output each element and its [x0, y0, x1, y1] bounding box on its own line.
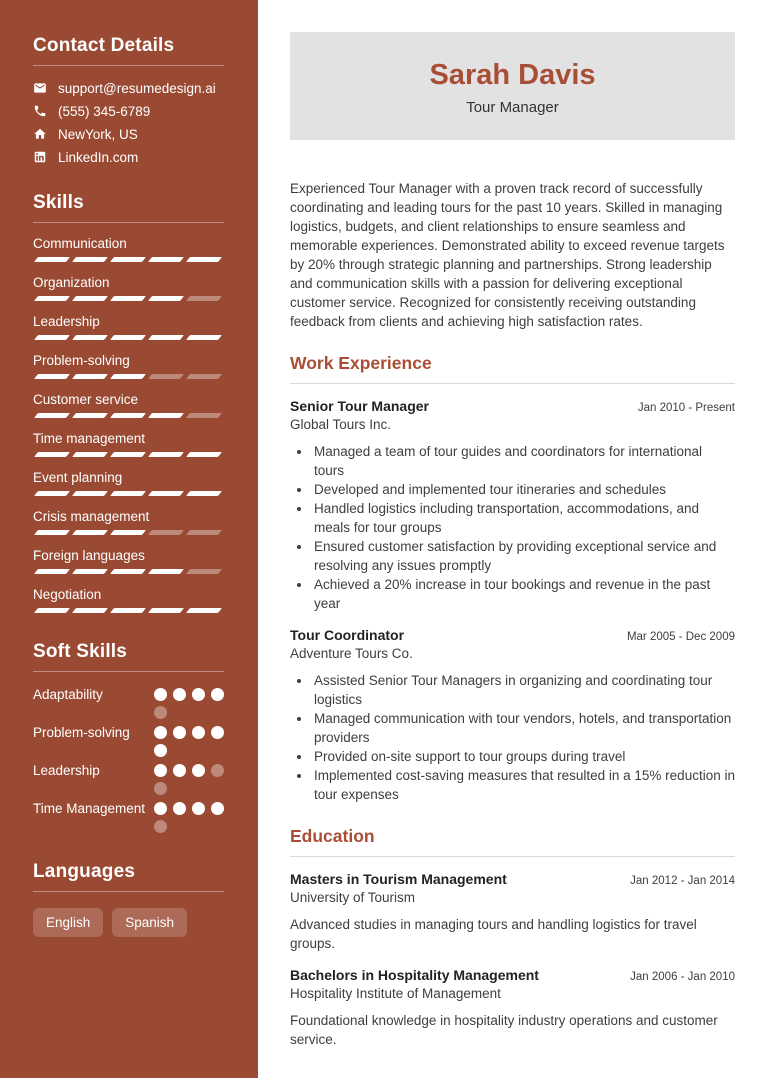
skill-bar — [33, 257, 224, 262]
soft-skills-section-title: Soft Skills — [33, 641, 128, 662]
rating-dot — [154, 764, 167, 777]
language-badge: English — [33, 908, 103, 937]
divider — [33, 891, 224, 892]
skill-bar-segment — [186, 296, 222, 301]
soft-skill-rating — [154, 802, 224, 833]
skill-bar-segment — [186, 257, 222, 262]
rating-dot — [192, 688, 205, 701]
skill-name: Communication — [33, 236, 127, 251]
rating-dot — [211, 764, 224, 777]
contact-section — [33, 35, 224, 164]
degree-dates: Jan 2006 - Jan 2010 — [630, 971, 735, 983]
work-experience-section — [290, 353, 735, 804]
skill-bar-segment — [110, 335, 146, 340]
skill-bar-segment — [72, 608, 108, 613]
divider — [33, 222, 224, 223]
skills-section — [33, 192, 224, 613]
home-icon — [33, 127, 47, 141]
rating-dot — [154, 726, 167, 739]
rating-dot — [173, 764, 186, 777]
skill-bar-segment — [148, 296, 184, 301]
skill-item — [33, 353, 224, 379]
contact-email: support@resumedesign.ai — [58, 80, 216, 96]
skill-bar-segment — [148, 569, 184, 574]
skill-item — [33, 548, 224, 574]
languages-section — [33, 861, 224, 937]
skill-bar-segment — [34, 569, 70, 574]
skill-bar — [33, 608, 224, 613]
work-experience-title: Work Experience — [290, 353, 432, 373]
email-icon — [33, 81, 47, 95]
skill-bar — [33, 413, 224, 418]
rating-dot — [192, 764, 205, 777]
soft-skill-rating — [154, 764, 224, 795]
languages-section-title: Languages — [33, 861, 136, 882]
skill-bar-segment — [72, 335, 108, 340]
soft-skill-item — [33, 762, 224, 795]
contact-list — [33, 81, 224, 164]
job-bullet: • Managed a team of tour guides and coordinators for international tours — [312, 442, 735, 480]
soft-skills-list — [33, 686, 224, 833]
degree-title: Masters in Tourism Management — [290, 871, 507, 887]
skill-bar-segment — [34, 374, 70, 379]
skill-bar-segment — [148, 608, 184, 613]
soft-skill-item — [33, 724, 224, 757]
skill-bar-segment — [110, 296, 146, 301]
summary-paragraph: Experienced Tour Manager with a proven track record of successfully coordinating and leading tours for the past 10 years. Skilled in managing logistics, budgets, and client relationships to ensure seamless and memorable experiences. Demonstrated ability to exceed revenue targets by 20% through strategic planning and partnerships. Strong leadership and communication skills with a passion for delivering exceptional customer service. Recognized for consistently receiving outstanding feedback from clients and achieving high satisfaction rates. — [290, 181, 725, 329]
skill-bar-segment — [110, 374, 146, 379]
contact-row-email — [33, 81, 224, 95]
languages-list — [33, 908, 224, 937]
degree-title: Bachelors in Hospitality Management — [290, 967, 539, 983]
candidate-name: Sarah Davis — [429, 59, 596, 91]
rating-dot — [211, 726, 224, 739]
rating-dot — [192, 726, 205, 739]
job-title: Tour Coordinator — [290, 627, 405, 643]
soft-skill-name: Leadership — [33, 763, 100, 778]
skill-bar-segment — [34, 491, 70, 496]
skill-bar-segment — [110, 452, 146, 457]
contact-row-linkedin — [33, 150, 224, 164]
degree-description: Advanced studies in managing tours and handling logistics for travel groups. — [290, 917, 697, 951]
job-bullet: • Provided on-site support to tour groups during travel — [312, 747, 735, 766]
skill-bar-segment — [186, 374, 222, 379]
rating-dot — [154, 706, 167, 719]
skill-bar-segment — [186, 452, 222, 457]
skill-item — [33, 392, 224, 418]
job-head-row — [290, 398, 735, 414]
rating-dot — [211, 802, 224, 815]
skill-bar-segment — [72, 413, 108, 418]
soft-skill-rating — [154, 726, 224, 757]
skill-item — [33, 314, 224, 340]
skill-bar-segment — [34, 608, 70, 613]
skill-bar-segment — [110, 491, 146, 496]
main-column — [258, 0, 768, 1078]
skill-bar — [33, 374, 224, 379]
skill-bar-segment — [34, 530, 70, 535]
skill-bar — [33, 335, 224, 340]
rating-dot — [173, 726, 186, 739]
skill-name: Leadership — [33, 314, 100, 329]
skill-bar-segment — [186, 530, 222, 535]
skill-bar-segment — [186, 569, 222, 574]
contact-linkedin: LinkedIn.com — [58, 149, 139, 165]
skill-bar-segment — [34, 413, 70, 418]
skill-bar-segment — [110, 569, 146, 574]
education-title: Education — [290, 826, 375, 846]
divider — [33, 65, 224, 66]
degree-description: Foundational knowledge in hospitality industry operations and customer service. — [290, 1013, 718, 1047]
skill-bar-segment — [186, 335, 222, 340]
rating-dot — [154, 802, 167, 815]
skill-bar-segment — [148, 257, 184, 262]
job-entry-1 — [290, 398, 735, 613]
skill-bar-segment — [110, 413, 146, 418]
rating-dot — [173, 802, 186, 815]
job-company: Adventure Tours Co. — [290, 646, 413, 661]
skill-item — [33, 509, 224, 535]
soft-skill-name: Time Management — [33, 801, 146, 816]
contact-row-phone — [33, 104, 224, 118]
degree-dates: Jan 2012 - Jan 2014 — [630, 875, 735, 887]
skill-bar-segment — [72, 569, 108, 574]
skill-bar-segment — [186, 413, 222, 418]
skill-name: Problem-solving — [33, 353, 130, 368]
job-dates: Mar 2005 - Dec 2009 — [626, 631, 735, 643]
skill-bar-segment — [148, 335, 184, 340]
rating-dot — [154, 744, 167, 757]
degree-head-row — [290, 871, 735, 887]
skill-bar — [33, 296, 224, 301]
skill-bar-segment — [72, 491, 108, 496]
skill-bar-segment — [148, 413, 184, 418]
skill-name: Event planning — [33, 470, 123, 485]
skill-name: Negotiation — [33, 587, 102, 602]
job-bullet: • Assisted Senior Tour Managers in organizing and coordinating tour logistics — [312, 671, 735, 709]
job-title: Senior Tour Manager — [290, 398, 429, 414]
degree-head-row — [290, 967, 735, 983]
sidebar — [0, 0, 258, 1078]
skill-bar-segment — [186, 608, 222, 613]
skill-bar-segment — [72, 374, 108, 379]
language-badge: Spanish — [112, 908, 187, 937]
skill-name: Customer service — [33, 392, 139, 407]
rating-dot — [154, 820, 167, 833]
skill-bar-segment — [34, 335, 70, 340]
rating-dot — [154, 688, 167, 701]
degree-entry-1 — [290, 871, 735, 953]
skill-item — [33, 431, 224, 457]
contact-section-title: Contact Details — [33, 35, 175, 56]
skill-name: Foreign languages — [33, 548, 145, 563]
degree-school: Hospitality Institute of Management — [290, 986, 501, 1001]
skill-bar — [33, 530, 224, 535]
soft-skill-rating — [154, 688, 224, 719]
divider — [33, 671, 224, 672]
rating-dot — [192, 802, 205, 815]
job-bullet: • Ensured customer satisfaction by providing exceptional service and resolving any issues promptly — [312, 537, 735, 575]
job-bullet: • Handled logistics including transportation, accommodations, and meals for tour groups — [312, 499, 735, 537]
education-section — [290, 826, 735, 1049]
contact-row-location — [33, 127, 224, 141]
skill-bar-segment — [110, 257, 146, 262]
header-box — [290, 32, 735, 140]
skill-bar-segment — [72, 296, 108, 301]
skill-bar-segment — [110, 608, 146, 613]
skill-name: Organization — [33, 275, 110, 290]
job-bullet: • Achieved a 20% increase in tour bookings and revenue in the past year — [312, 575, 735, 613]
job-entry-2 — [290, 627, 735, 804]
skill-item — [33, 236, 224, 262]
skill-bar-segment — [34, 257, 70, 262]
skill-name: Time management — [33, 431, 146, 446]
contact-location: NewYork, US — [58, 126, 138, 142]
job-bullet: • Implemented cost-saving measures that resulted in a 15% reduction in tour expenses — [312, 766, 735, 804]
skill-bar — [33, 452, 224, 457]
divider — [290, 383, 735, 384]
rating-dot — [154, 782, 167, 795]
soft-skill-item — [33, 800, 224, 833]
linkedin-icon — [33, 150, 47, 164]
soft-skill-item — [33, 686, 224, 719]
skill-bar-segment — [148, 491, 184, 496]
divider — [290, 856, 735, 857]
skill-bar-segment — [148, 452, 184, 457]
phone-icon — [33, 104, 47, 118]
rating-dot — [211, 688, 224, 701]
soft-skill-name: Problem-solving — [33, 725, 130, 740]
skill-bar-segment — [148, 530, 184, 535]
skill-bar-segment — [34, 296, 70, 301]
skill-name: Crisis management — [33, 509, 150, 524]
job-company: Global Tours Inc. — [290, 417, 392, 432]
soft-skills-section — [33, 641, 224, 833]
contact-phone: (555) 345-6789 — [58, 103, 151, 119]
job-bullet: • Developed and implemented tour itineraries and schedules — [312, 480, 735, 499]
skill-bar — [33, 569, 224, 574]
job-head-row — [290, 627, 735, 643]
skill-bar-segment — [72, 530, 108, 535]
skill-bar-segment — [34, 452, 70, 457]
skill-item — [33, 587, 224, 613]
rating-dot — [173, 688, 186, 701]
skill-bar — [33, 491, 224, 496]
job-bullet: • Managed communication with tour vendors, hotels, and transportation providers — [312, 709, 735, 747]
skill-item — [33, 470, 224, 496]
candidate-role: Tour Manager — [466, 99, 559, 116]
job-bullet-list — [290, 671, 735, 804]
skill-bar-segment — [72, 452, 108, 457]
skills-section-title: Skills — [33, 192, 84, 213]
skills-list — [33, 236, 224, 613]
job-dates: Jan 2010 - Present — [637, 402, 735, 414]
degree-school: University of Tourism — [290, 890, 416, 905]
soft-skill-name: Adaptability — [33, 687, 103, 702]
skill-bar-segment — [110, 530, 146, 535]
degree-entry-2 — [290, 967, 735, 1049]
skill-bar-segment — [148, 374, 184, 379]
skill-bar-segment — [72, 257, 108, 262]
skill-item — [33, 275, 224, 301]
skill-bar-segment — [186, 491, 222, 496]
job-bullet-list — [290, 442, 735, 613]
